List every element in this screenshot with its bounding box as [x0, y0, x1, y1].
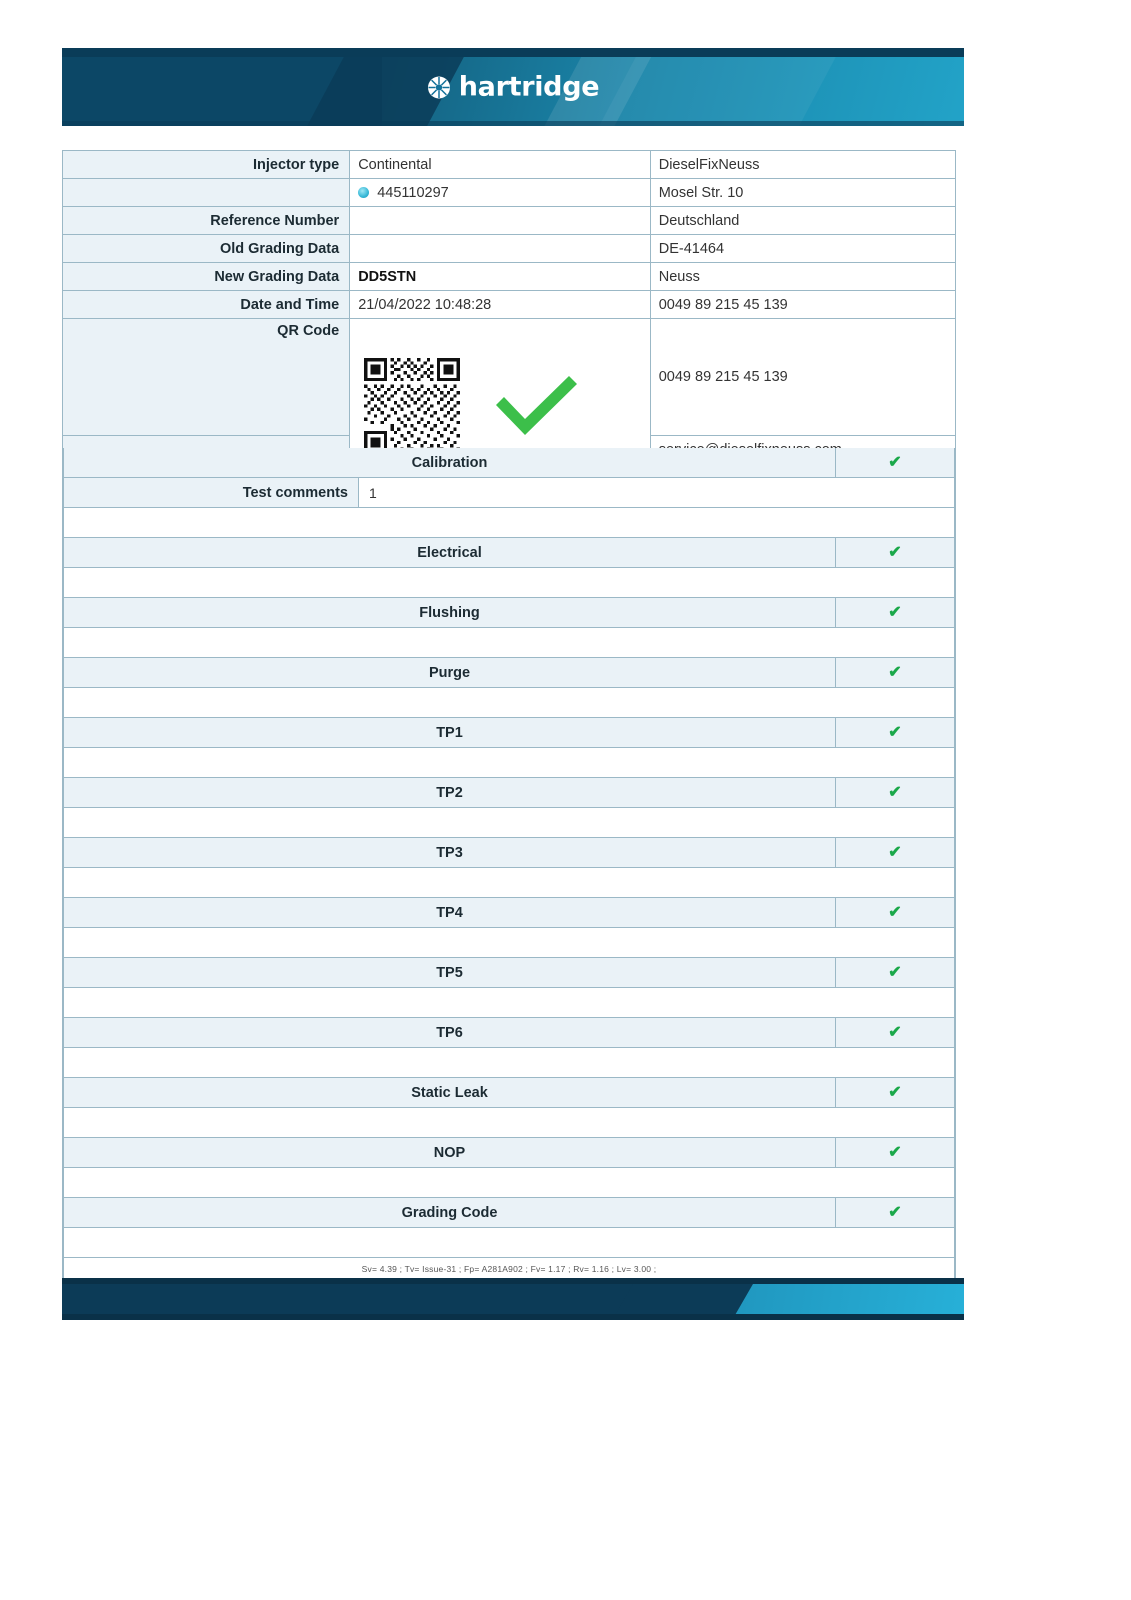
spacer-row — [63, 808, 955, 838]
spacer-row — [63, 1108, 955, 1138]
customer-street: Mosel Str. 10 — [650, 179, 955, 207]
result-row-calibration — [63, 448, 955, 478]
result-row-tp6 — [63, 1018, 955, 1048]
result-row-purge — [63, 658, 955, 688]
green-check-icon — [490, 373, 582, 439]
value-reference-number — [350, 207, 651, 235]
result-label: TP5 — [63, 958, 836, 988]
result-status-cell — [836, 1138, 955, 1168]
value-old-grading-data — [350, 235, 651, 263]
spacer-row — [63, 1168, 955, 1198]
report-footnote: Sv= 4.39 ; Tv= Issue-31 ; Fp= A281A902 ; Fv= 1.17 ; Rv= 1.16 ; Lv= 3.00 ; — [63, 1258, 955, 1281]
result-label: Purge — [63, 658, 836, 688]
test-comments-row — [63, 478, 955, 508]
result-label: NOP — [63, 1138, 836, 1168]
check-mark-icon: ✔ — [888, 783, 902, 801]
result-row-tp5 — [63, 958, 955, 988]
customer-postcode: DE-41464 — [650, 235, 955, 263]
test-comments-label: Test comments — [63, 478, 359, 508]
check-mark-icon: ✔ — [888, 963, 902, 981]
header-bottom-strip — [62, 121, 964, 126]
qr-code-image — [364, 358, 460, 454]
result-label: TP4 — [63, 898, 836, 928]
table-row — [63, 291, 956, 319]
table-row — [63, 151, 956, 179]
spacer-row — [63, 1048, 955, 1078]
result-status-cell — [836, 658, 955, 688]
result-label: TP3 — [63, 838, 836, 868]
injector-info-table — [62, 150, 956, 494]
spacer-row — [63, 868, 955, 898]
result-status-cell — [836, 448, 955, 478]
spacer-row — [63, 928, 955, 958]
result-status-cell — [836, 598, 955, 628]
test-comments-value: 1 — [359, 478, 955, 508]
label-reference-number: Reference Number — [63, 207, 350, 235]
result-label: Calibration — [63, 448, 836, 478]
check-mark-icon: ✔ — [888, 843, 902, 861]
brand-logo — [62, 72, 964, 103]
spacer-row — [63, 988, 955, 1018]
customer-name: DieselFixNeuss — [650, 151, 955, 179]
customer-country: Deutschland — [650, 207, 955, 235]
customer-phone-2: 0049 89 215 45 139 — [650, 319, 955, 436]
table-row — [63, 263, 956, 291]
spacer-row — [63, 508, 955, 538]
brand-name: hartridge — [458, 71, 600, 103]
check-mark-icon: ✔ — [888, 663, 902, 681]
spacer-row — [63, 628, 955, 658]
test-results-list — [62, 448, 956, 1282]
spacer-row — [63, 748, 955, 778]
result-status-cell — [836, 778, 955, 808]
check-mark-icon: ✔ — [888, 603, 902, 621]
result-row-tp1 — [63, 718, 955, 748]
gear-wheel-icon — [427, 75, 451, 99]
check-mark-icon: ✔ — [888, 543, 902, 561]
result-label: TP2 — [63, 778, 836, 808]
footer-bottom-strip — [62, 1314, 964, 1320]
result-status-cell — [836, 898, 955, 928]
result-label: TP6 — [63, 1018, 836, 1048]
table-row — [63, 319, 956, 436]
table-row — [63, 207, 956, 235]
check-mark-icon: ✔ — [888, 1083, 902, 1101]
label-qr-code: QR Code — [63, 319, 350, 436]
result-row-static-leak — [63, 1078, 955, 1108]
label-old-grading-data: Old Grading Data — [63, 235, 350, 263]
label-injector-number — [63, 179, 350, 207]
result-status-cell — [836, 958, 955, 988]
label-injector-type: Injector type — [63, 151, 350, 179]
result-status-cell — [836, 718, 955, 748]
page-footer-banner — [62, 1278, 964, 1320]
footer-top-strip — [62, 1278, 964, 1284]
spacer-row — [63, 1228, 955, 1258]
spacer-row — [63, 568, 955, 598]
result-status-cell — [836, 838, 955, 868]
label-new-grading-data: New Grading Data — [63, 263, 350, 291]
result-status-cell — [836, 538, 955, 568]
result-row-electrical — [63, 538, 955, 568]
check-mark-icon: ✔ — [888, 903, 902, 921]
result-row-tp2 — [63, 778, 955, 808]
value-injector-number-cell — [350, 179, 651, 207]
result-row-tp4 — [63, 898, 955, 928]
result-row-flushing — [63, 598, 955, 628]
value-injector-type: Continental — [350, 151, 651, 179]
customer-phone-1: 0049 89 215 45 139 — [650, 291, 955, 319]
customer-city: Neuss — [650, 263, 955, 291]
result-row-nop — [63, 1138, 955, 1168]
label-date-and-time: Date and Time — [63, 291, 350, 319]
bullet-dot-icon — [358, 187, 369, 198]
result-label: Static Leak — [63, 1078, 836, 1108]
spacer-row — [63, 688, 955, 718]
value-injector-number: 445110297 — [377, 184, 449, 201]
check-mark-icon: ✔ — [888, 723, 902, 741]
table-row — [63, 179, 956, 207]
result-row-tp3 — [63, 838, 955, 868]
result-label: TP1 — [63, 718, 836, 748]
result-label: Grading Code — [63, 1198, 836, 1228]
header-top-strip — [62, 48, 964, 57]
result-row-grading-code — [63, 1198, 955, 1228]
check-mark-icon: ✔ — [888, 1023, 902, 1041]
result-status-cell — [836, 1198, 955, 1228]
page-header-banner — [62, 48, 964, 126]
value-date-and-time: 21/04/2022 10:48:28 — [350, 291, 651, 319]
check-mark-icon: ✔ — [888, 1143, 902, 1161]
table-row — [63, 235, 956, 263]
check-mark-icon: ✔ — [888, 1203, 902, 1221]
check-mark-icon: ✔ — [888, 453, 902, 471]
result-status-cell — [836, 1018, 955, 1048]
result-label: Electrical — [63, 538, 836, 568]
value-new-grading-data: DD5STN — [350, 263, 651, 291]
result-status-cell — [836, 1078, 955, 1108]
result-label: Flushing — [63, 598, 836, 628]
